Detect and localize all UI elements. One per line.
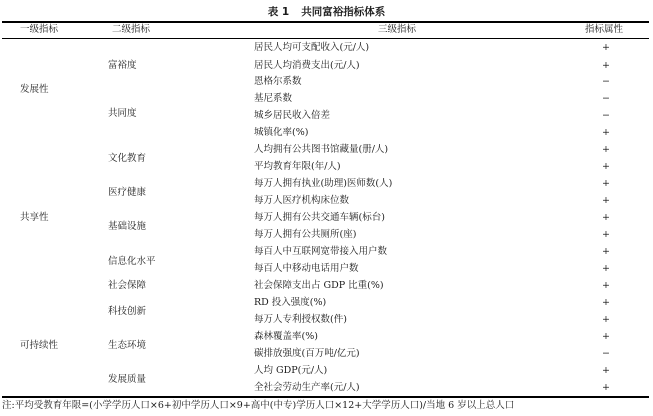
attribute-cell: + [602, 297, 610, 308]
indicator-cell: 每百人中互联网宽带接入用户数 [254, 246, 388, 257]
attribute-cell: + [602, 365, 610, 376]
attribute-cell: + [602, 212, 610, 223]
header-level1: 一级指标 [20, 24, 59, 35]
attribute-cell: + [602, 280, 610, 291]
level2-cell: 共同度 [108, 108, 137, 119]
indicator-cell: 每万人拥有执业(助理)医师数(人) [254, 178, 393, 189]
attribute-cell: − [602, 93, 610, 104]
indicator-cell: 全社会劳动生产率(元/人) [254, 382, 360, 393]
header-rule [2, 38, 649, 39]
level2-cell: 基础设施 [108, 221, 147, 232]
attribute-cell: + [602, 127, 610, 138]
level2-cell: 信息化水平 [108, 256, 156, 267]
indicator-cell: 城乡居民收入倍差 [254, 110, 331, 121]
attribute-cell: − [602, 110, 610, 121]
indicator-cell: 每百人中移动电话用户数 [254, 263, 359, 274]
indicator-cell: RD 投入强度(%) [254, 297, 327, 308]
indicator-cell: 每万人拥有公共交通车辆(标台) [254, 212, 385, 223]
indicator-cell: 每万人医疗机构床位数 [254, 195, 350, 206]
indicator-cell: 基尼系数 [254, 93, 293, 104]
level1-cell: 可持续性 [20, 340, 59, 351]
indicator-cell: 社会保障支出占 GDP 比重(%) [254, 280, 384, 291]
table-title [0, 4, 653, 20]
level2-cell: 发展质量 [108, 374, 147, 385]
indicator-cell: 居民人均可支配收入(元/人) [254, 42, 370, 53]
level2-cell: 科技创新 [108, 306, 147, 317]
level1-cell: 发展性 [20, 84, 49, 95]
attribute-cell: − [602, 76, 610, 87]
attribute-cell: + [602, 382, 610, 393]
indicator-cell: 碳排放强度(百万吨/亿元) [254, 348, 360, 359]
attribute-cell: + [602, 314, 610, 325]
level2-cell: 富裕度 [108, 60, 137, 71]
indicator-cell: 每万人专利授权数(件) [254, 314, 347, 325]
indicator-cell: 居民人均消费支出(元/人) [254, 60, 360, 71]
attribute-cell: + [602, 144, 610, 155]
attribute-cell: + [602, 161, 610, 172]
indicator-cell: 森林覆盖率(%) [254, 331, 318, 342]
attribute-cell: + [602, 60, 610, 71]
level2-cell: 生态环境 [108, 340, 147, 351]
level2-cell: 社会保障 [108, 280, 147, 291]
indicator-cell: 平均教育年限(年/人) [254, 161, 341, 172]
level2-cell: 医疗健康 [108, 187, 147, 198]
header-attribute: 指标属性 [585, 24, 624, 35]
attribute-cell: + [602, 263, 610, 274]
attribute-cell: + [602, 246, 610, 257]
indicator-cell: 恩格尔系数 [254, 76, 302, 87]
table-number: 表 1 [267, 6, 290, 18]
header-level2: 二级指标 [112, 24, 151, 35]
indicator-cell: 人均 GDP(元/人) [254, 365, 328, 376]
table-title-text: 共同富裕指标体系 [301, 6, 386, 18]
attribute-cell: + [602, 229, 610, 240]
indicator-cell: 每万人拥有公共厕所(座) [254, 229, 357, 240]
indicator-cell: 人均拥有公共图书馆藏量(册/人) [254, 144, 389, 155]
attribute-cell: + [602, 178, 610, 189]
header-level3: 三级指标 [378, 24, 417, 35]
level2-cell: 文化教育 [108, 153, 147, 164]
top-rule [2, 21, 649, 23]
table-note: 注:平均受教育年限=(小学学历人口×6+初中学历人口×9+高中(中专)学历人口×12+大学学历人口)/当地 6 岁以上总人口 [2, 400, 515, 411]
attribute-cell: + [602, 331, 610, 342]
level1-cell: 共享性 [20, 212, 49, 223]
attribute-cell: + [602, 195, 610, 206]
indicator-cell: 城镇化率(%) [254, 127, 309, 138]
attribute-cell: − [602, 348, 610, 359]
attribute-cell: + [602, 42, 610, 53]
